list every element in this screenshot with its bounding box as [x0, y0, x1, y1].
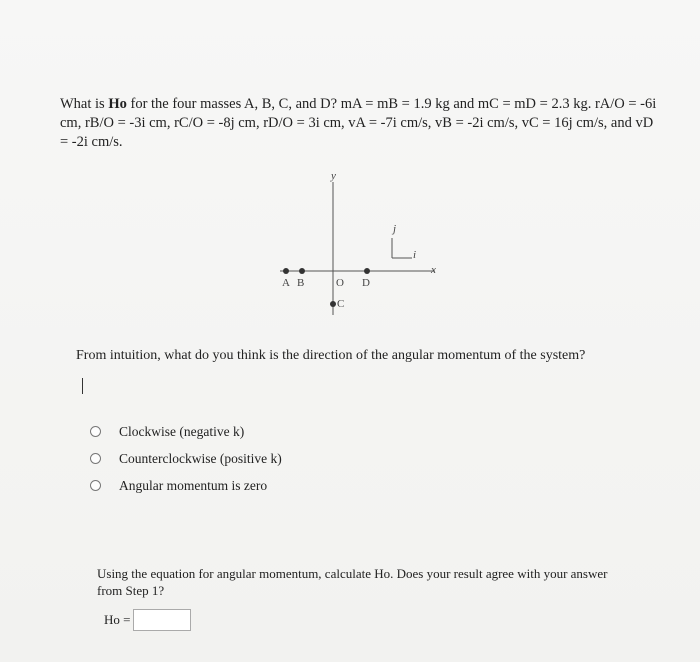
text-cursor	[82, 378, 83, 394]
mass-c-label: C	[337, 298, 345, 310]
option-clockwise-label: Clockwise (negative k)	[119, 423, 245, 439]
step1-options	[90, 418, 282, 499]
mass-b-dot	[299, 268, 305, 274]
mass-d-label: D	[362, 277, 370, 289]
mass-c-dot	[330, 301, 336, 307]
answer-label: Ho =	[104, 612, 131, 627]
answer-row	[104, 609, 191, 631]
radio-clockwise[interactable]	[90, 426, 101, 437]
option-counterclockwise[interactable]	[90, 445, 282, 472]
option-zero[interactable]	[90, 472, 282, 499]
radio-zero[interactable]	[90, 480, 101, 491]
option-counterclockwise-label: Counterclockwise (positive k)	[119, 450, 282, 466]
y-axis-label: y	[331, 170, 336, 182]
unit-j-label: j	[393, 223, 397, 235]
mass-a-label: A	[282, 277, 290, 289]
question-prefix: What is	[60, 96, 109, 112]
option-clockwise[interactable]	[90, 418, 282, 445]
step2-prompt: Using the equation for angular momentum, calculate Ho. Does your result agree with your answer from Step 1?	[97, 566, 608, 598]
question-text	[60, 95, 660, 152]
origin-label: O	[336, 277, 344, 289]
mass-diagram	[270, 170, 450, 320]
step1-prompt: From intuition, what do you think is the direction of the angular momentum of the system?	[76, 348, 586, 363]
mass-b-label: B	[297, 277, 305, 289]
unit-i-label: i	[413, 249, 417, 261]
h-symbol: Ho	[108, 96, 127, 112]
mass-d-dot	[364, 268, 370, 274]
radio-counterclockwise[interactable]	[90, 453, 101, 464]
question-body: for the four masses A, B, C, and D? mA = mB = 1.9 kg and mC = mD = 2.3 kg. rA/O = -6i cm, rB/O = -3i cm, rC/O = -8j cm, rD/O = 3i cm, vA = -7i cm/s, vB = -2i cm/s, vC = 16j cm/s, and vD = -2i cm/s.	[60, 96, 657, 150]
option-zero-label: Angular momentum is zero	[119, 477, 268, 493]
mass-a-dot	[283, 268, 289, 274]
x-axis-label: x	[431, 264, 436, 276]
answer-input[interactable]	[133, 609, 191, 631]
